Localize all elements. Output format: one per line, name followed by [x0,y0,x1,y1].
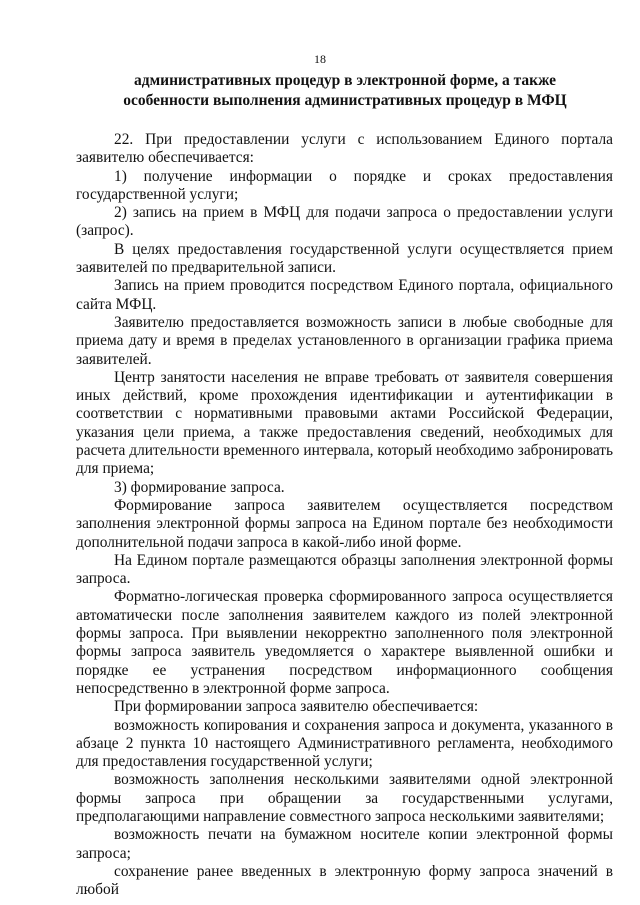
heading-line: особенности выполнения административных процедур в МФЦ [123,92,567,109]
paragraph: Центр занятости населения не вправе требовать от заявителя совершения иных действий, кроме прохождения идентификации и аутентификации в соответствии с нормативными правовыми актами Российской Федерации, указания цели приема, а также предоставления сведений, необходимых для расчета длительности временного интервала, который необходимо забронировать для приема; [76,368,613,478]
section-heading [80,71,610,111]
heading-line: административных процедур в электронной форме, а также [134,72,556,89]
paragraph: В целях предоставления государственной услуги осуществляется прием заявителей по предварительной записи. [76,240,613,277]
paragraph: возможность печати на бумажном носителе копии электронной формы запроса; [76,826,613,862]
paragraph: Форматно-логическая проверка сформированного запроса осуществляется автоматически после заполнения заявителем каждого из полей электронной формы запроса. При выявлении некорректно заполненного поля электронной формы запроса заявитель уведомляется о характере выявленной ошибки и порядке ее устранения посредством информационного сообщения непосредственно в электронной форме запроса. [76,588,613,697]
paragraph: Формирование запроса заявителем осуществляется посредством заполнения электронной формы запроса на Едином портале без необходимости дополнительной подачи запроса в какой-либо иной форме. [76,496,613,551]
paragraph: Запись на прием проводится посредством Единого портала, официального сайта МФЦ. [76,277,613,313]
page-number: 18 [314,52,326,66]
paragraph: 3) формирование запроса. [114,478,285,496]
paragraph: 2) запись на прием в МФЦ для подачи запроса о предоставлении услуги (запрос). [76,204,613,240]
paragraph: При формировании запроса заявителю обеспечивается: [114,698,479,716]
paragraph: Заявителю предоставляется возможность записи в любые свободные для приема дату и время в пределах установленного в организации графика приема заявителей. [76,313,613,368]
document-body [76,131,613,899]
paragraph: На Едином портале размещаются образцы заполнения электронной формы запроса. [76,551,613,588]
paragraph: возможность копирования и сохранения запроса и документа, указанного в абзаце 2 пункта 10 настоящего Административного регламента, необходимого для предоставления государственной услуги; [76,716,613,771]
paragraph: 22. При предоставлении услуги с использованием Единого портала заявителю обеспечивается: [76,131,613,167]
paragraph: сохранение ранее введенных в электронную форму запроса значений в любой [76,862,613,899]
paragraph: возможность заполнения несколькими заявителями одной электронной формы запроса при обращении за государственными услугами, предполагающими направление совместного запроса несколькими заявителями; [76,771,613,825]
paragraph: 1) получение информации о порядке и сроках предоставления государственной услуги; [76,167,613,203]
